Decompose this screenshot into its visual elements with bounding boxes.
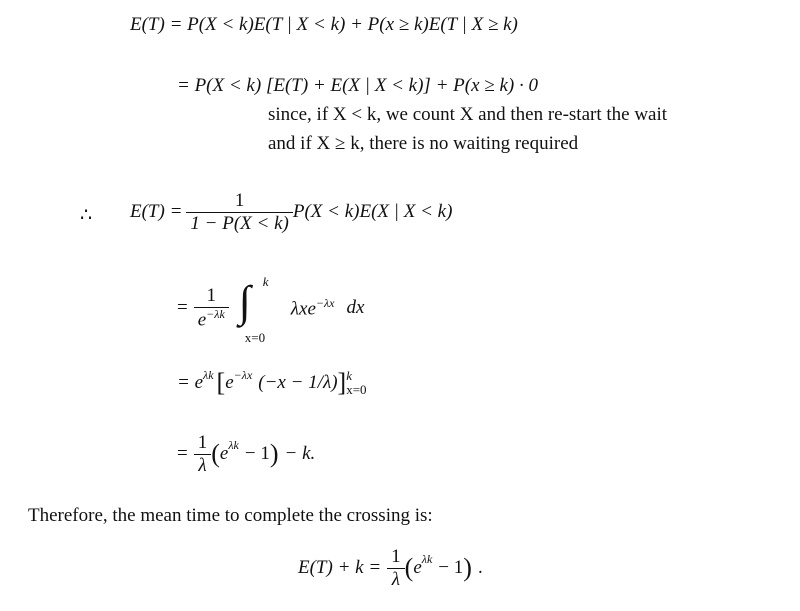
right-paren: ): [463, 553, 472, 583]
differential: dx: [346, 297, 365, 318]
exponent-1: λk: [203, 368, 214, 382]
equation-line-7: [177, 368, 367, 398]
paren-base: e: [413, 557, 422, 579]
fraction-numerator: 1: [206, 284, 216, 306]
lhs: E(T) + k =: [298, 557, 382, 579]
therefore-symbol: ∴: [80, 205, 93, 226]
equals-sign: =: [177, 443, 188, 465]
right-paren: ): [269, 439, 279, 469]
paren-base: e: [219, 443, 229, 465]
explanation-line-1: since, if X < k, we count X and then re-start the wait: [268, 104, 668, 125]
lhs: E(T) =: [130, 201, 183, 223]
left-bracket: [: [216, 368, 226, 397]
equation-line-1: E(T) = P(X < k)E(T | X < k) + P(x ≥ k)E(T | X ≥ k): [130, 14, 518, 35]
paren-tail: − 1: [438, 557, 464, 579]
fraction: [194, 432, 212, 477]
rhs: P(X < k)E(X | X < k): [292, 201, 453, 223]
left-paren: (: [404, 553, 414, 583]
integral-block: [235, 274, 271, 345]
equals-sign: =: [177, 297, 188, 318]
fraction-numerator: 1: [197, 432, 208, 453]
right-bracket: ]: [337, 368, 347, 397]
fraction: [387, 546, 405, 591]
equation-line-8: [177, 432, 315, 477]
equation-line-6: [177, 274, 365, 345]
conclusion-text: Therefore, the mean time to complete the crossing is:: [28, 505, 433, 526]
den-exponent: −λk: [206, 306, 225, 321]
paren-expression: (−x − 1/λ): [258, 372, 338, 393]
fraction: [194, 285, 229, 331]
fraction-denominator: 1 − P(X < k): [186, 212, 292, 235]
fraction-denominator: [194, 307, 229, 331]
equation-line-5: [130, 190, 452, 235]
fraction-denominator: λ: [194, 454, 212, 477]
line-end: .: [477, 557, 483, 579]
bracket-base: e: [225, 372, 234, 393]
fraction: [186, 190, 292, 235]
bracket-upper-limit: k: [346, 367, 352, 383]
line-end: − k.: [284, 443, 316, 465]
integral-sign: ∫: [238, 277, 251, 326]
integrand-exponent: −λx: [315, 295, 335, 310]
bracket-lower-limit: x=0: [346, 382, 367, 397]
paren-tail: − 1: [244, 443, 270, 465]
paren-exponent: λk: [228, 438, 239, 452]
paren-exponent: λk: [421, 552, 433, 566]
integral-lower-limit: x=0: [244, 330, 266, 345]
integrand-base: λxe: [290, 298, 316, 320]
equation-line-2: = P(X < k) [E(T) + E(X | X < k)] + P(x ≥ k) · 0: [177, 75, 538, 96]
bracket-limits: [346, 369, 366, 398]
den-base: e: [197, 309, 207, 331]
equation-line-9: [298, 546, 483, 591]
explanation-line-2: and if X ≥ k, there is no waiting required: [268, 133, 579, 154]
fraction-numerator: 1: [234, 190, 245, 211]
equals-e: = e: [177, 372, 204, 393]
exponent-2: −λx: [233, 368, 253, 382]
integral-upper-limit: k: [262, 274, 269, 289]
integrand: [291, 296, 335, 320]
fraction-numerator: 1: [391, 546, 401, 567]
fraction-denominator: λ: [387, 568, 405, 591]
left-paren: (: [211, 439, 220, 469]
